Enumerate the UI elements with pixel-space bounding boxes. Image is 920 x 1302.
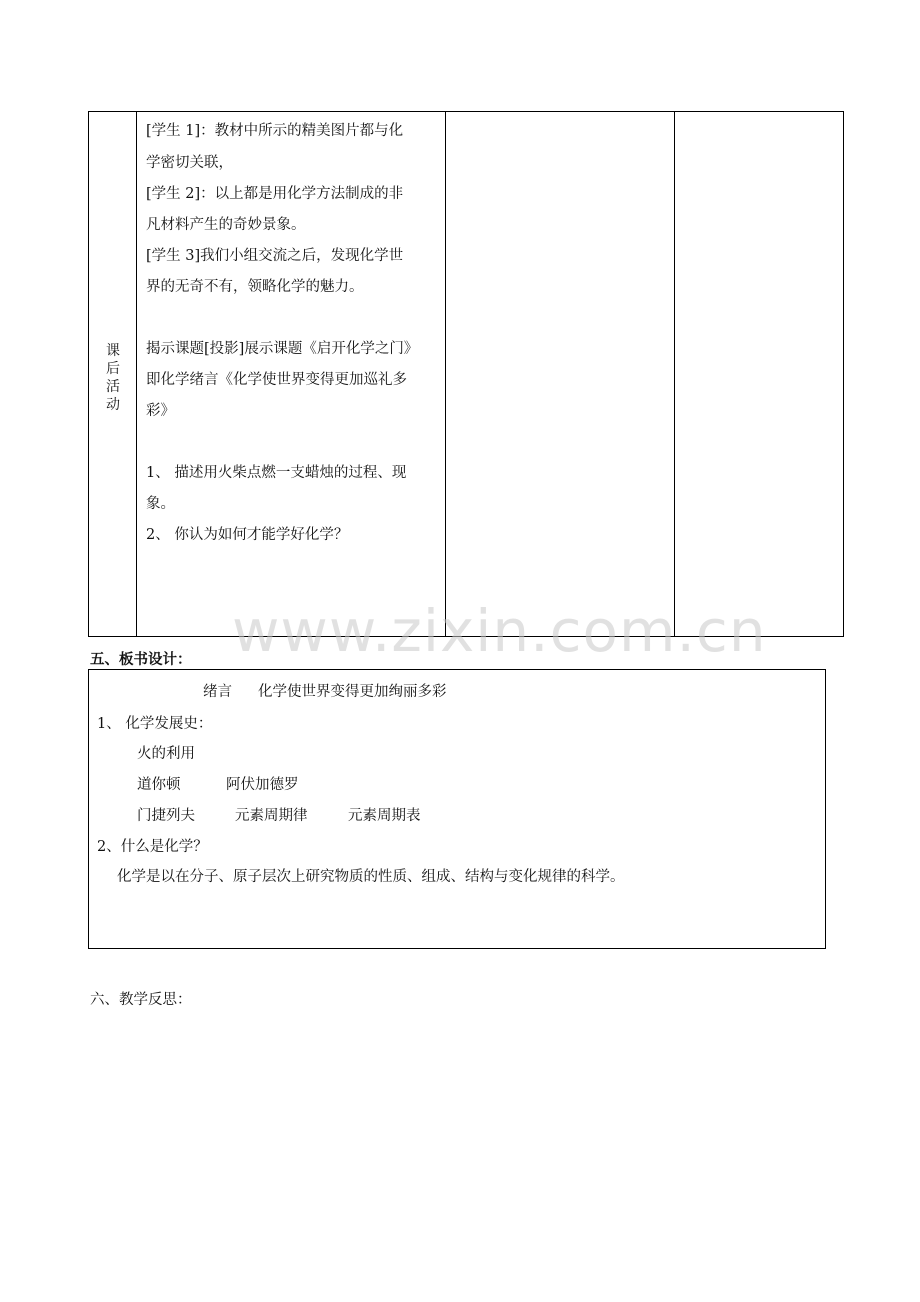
activity-line: [学生 1]：教材中所示的精美图片都与化 (146, 123, 404, 139)
side-label-char: 后 (106, 361, 120, 377)
board-item-heading: 2、什么是化学？ (97, 839, 208, 855)
activity-line: 彩》 (146, 403, 175, 419)
activity-line: 2、 你认为如何才能学好化学？ (146, 527, 349, 543)
board-title-prefix: 绪言 (203, 684, 232, 700)
board-text: 化学是以在分子、原子层次上研究物质的性质、组成、结构与变化规律的科学。 (117, 869, 625, 885)
side-label-char: 课 (106, 343, 120, 359)
board-text: 道你顿 (137, 777, 181, 793)
activity-line: 揭示课题[投影]展示课题《启开化学之门》 (146, 341, 419, 357)
activity-line: [学生 3]我们小组交流之后，发现化学世 (146, 248, 404, 264)
board-title: 化学使世界变得更加绚丽多彩 (258, 684, 447, 700)
table-divider (674, 112, 675, 636)
side-label-char: 动 (106, 397, 120, 413)
activity-line: [学生 2]：以上都是用化学方法制成的非 (146, 186, 404, 202)
board-text: 火的利用 (137, 746, 195, 762)
activity-line: 1、 描述用火柴点燃一支蜡烛的过程、现 (146, 465, 407, 481)
activity-line: 即化学绪言《化学使世界变得更加巡礼多 (146, 372, 407, 388)
board-text: 元素周期律 (235, 808, 308, 824)
board-design-box (88, 669, 826, 949)
activity-line: 凡材料产生的奇妙景象。 (146, 217, 306, 233)
activity-line: 界的无奇不有，领略化学的魅力。 (146, 279, 364, 295)
section-heading-board-design: 五、板书设计： (90, 651, 192, 668)
section-heading-teaching-reflection: 六、教学反思： (90, 992, 192, 1008)
watermark: www.zixin.com.cn (232, 597, 767, 665)
board-text: 门捷列夫 (137, 808, 195, 824)
side-label-char: 活 (106, 379, 120, 395)
board-item-heading: 1、 化学发展史： (97, 716, 213, 732)
activity-line: 学密切关联， (146, 155, 233, 171)
board-text: 阿伏加德罗 (226, 777, 299, 793)
board-text: 元素周期表 (348, 808, 421, 824)
activity-line: 象。 (146, 496, 175, 512)
